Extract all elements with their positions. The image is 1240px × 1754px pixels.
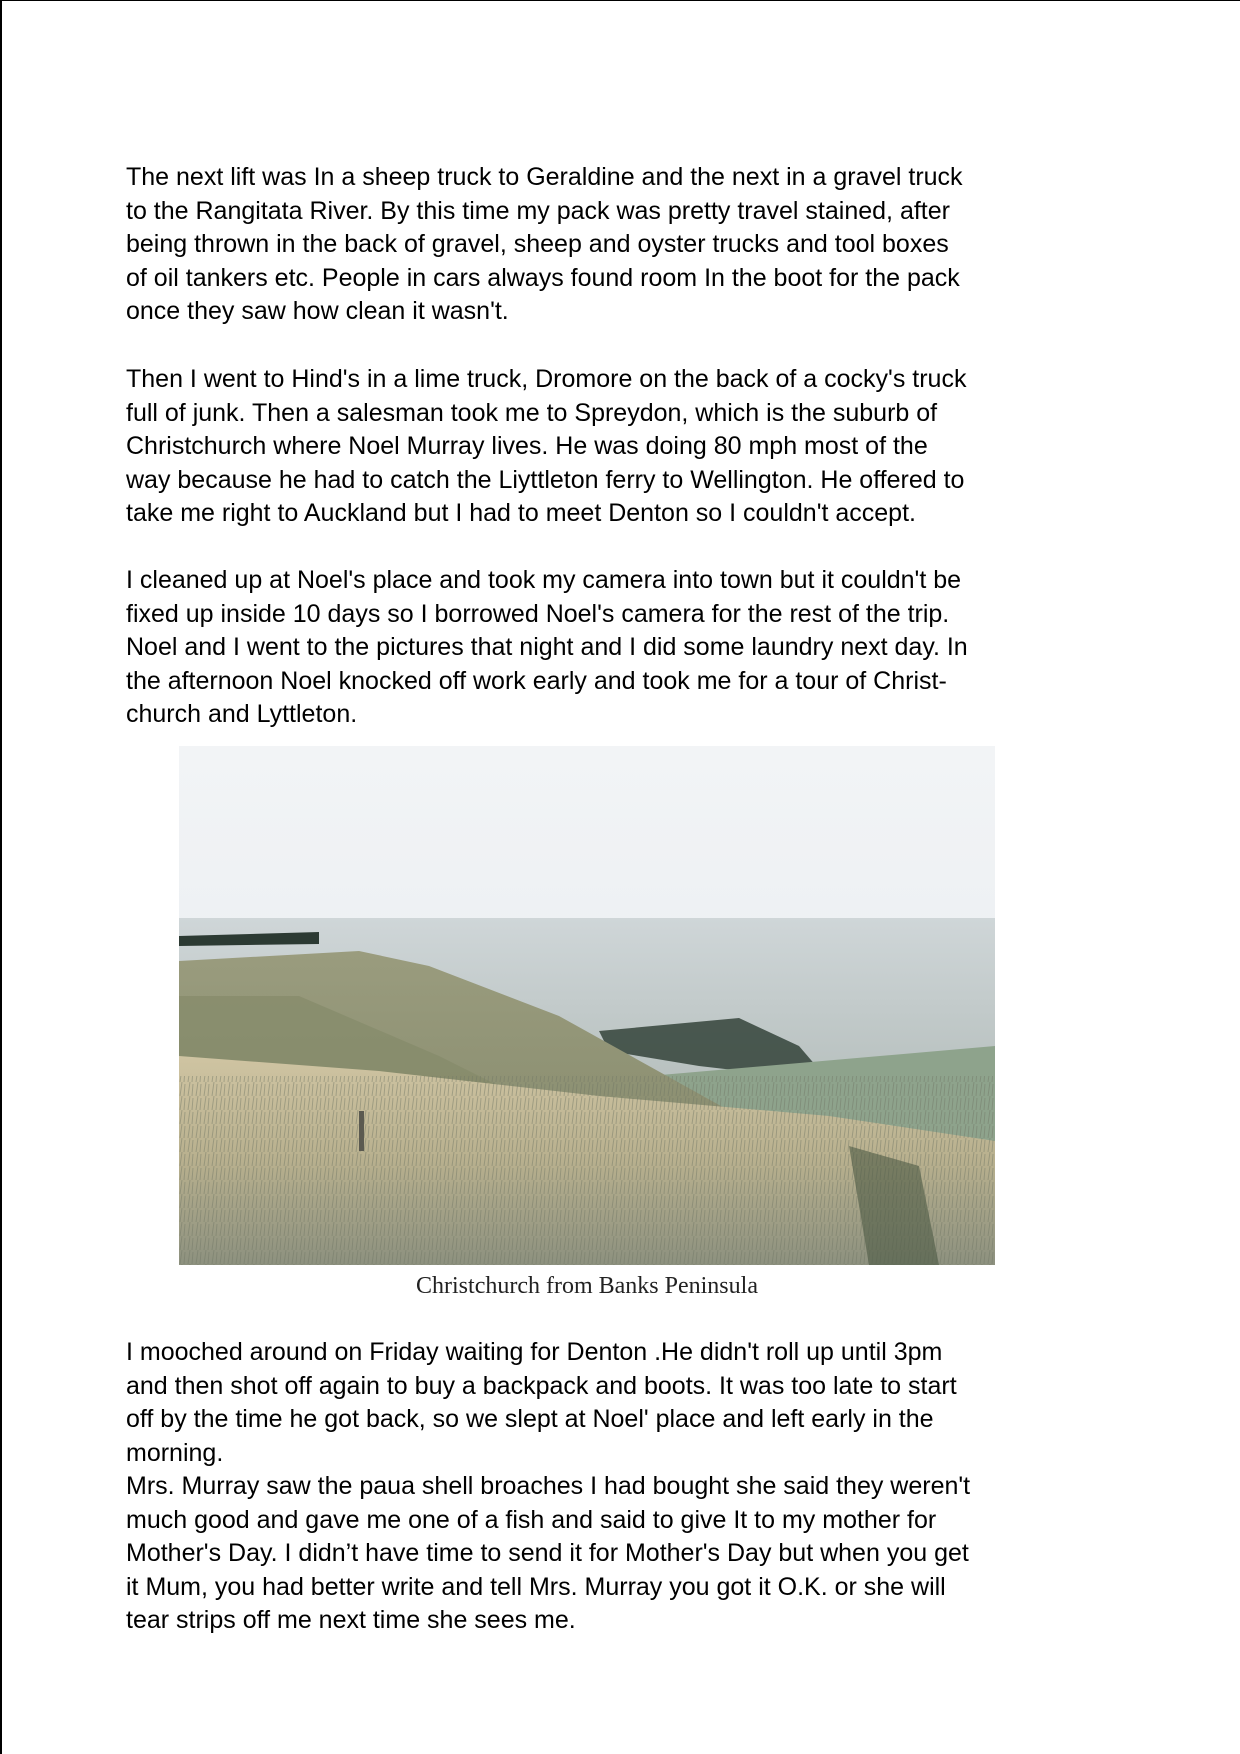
text-line: Noel and I went to the pictures that night and I did some laundry next day. In (126, 633, 968, 661)
text-line: being thrown in the back of gravel, sheep and oyster trucks and tool boxes (126, 230, 949, 258)
paragraph-waiting-for-denton (126, 1336, 1136, 1638)
text-line: morning. (126, 1438, 224, 1467)
text-line: Mrs. Murray saw the paua shell broaches I had bought she said they weren't (126, 1472, 971, 1500)
text-line: Christchurch where Noel Murray lives. He was doing 80 mph most of the (126, 432, 928, 460)
text-line: Then I went to Hind's in a lime truck, Dromore on the back of a cocky's truck (126, 365, 967, 393)
text-line: I mooched around on Friday waiting for Denton .He didn't roll up until 3pm (126, 1338, 943, 1366)
text-line: off by the time he got back, so we slept at Noel' place and left early in the (126, 1405, 934, 1433)
text-line: tear strips off me next time she sees me. (126, 1606, 576, 1634)
text-line: way because he had to catch the Liyttleton ferry to Wellington. He offered to (126, 465, 965, 494)
text-line: to the Rangitata River. By this time my pack was pretty travel stained, after (126, 196, 950, 225)
text-line: much good and gave me one of a fish and said to give It to my mother for (126, 1505, 937, 1534)
paragraph-lift-to-rangitata (126, 161, 1136, 329)
text-line: and then shot off again to buy a backpack and boots. It was too late to start (126, 1371, 957, 1400)
paragraph-noels-place (126, 564, 1136, 732)
text-line: The next lift was In a sheep truck to Geraldine and the next in a gravel truck (126, 163, 963, 191)
text-line: it Mum, you had better write and tell Mrs. Murray you got it O.K. or she will (126, 1572, 946, 1601)
text-line: of oil tankers etc. People in cars always found room In the boot for the pack (126, 263, 960, 292)
photo-christchurch-from-banks-peninsula (179, 746, 995, 1265)
text-line: church and Lyttleton. (126, 700, 358, 728)
text-line: the afternoon Noel knocked off work early and took me for a tour of Christ- (126, 666, 947, 695)
text-line: I cleaned up at Noel's place and took my camera into town but it couldn't be (126, 566, 962, 594)
text-line: full of junk. Then a salesman took me to Spreydon, which is the suburb of (126, 398, 938, 427)
photo-caption: Christchurch from Banks Peninsula (416, 1273, 758, 1299)
paragraph-to-spreydon (126, 363, 1136, 531)
fence-post (359, 1111, 364, 1151)
text-line: once they saw how clean it wasn't. (126, 297, 509, 325)
text-line: Mother's Day. I didn’t have time to send it for Mother's Day but when you get (126, 1539, 969, 1567)
text-line: take me right to Auckland but I had to meet Denton so I couldn't accept. (126, 499, 916, 527)
text-line: fixed up inside 10 days so I borrowed Noel's camera for the rest of the trip. (126, 599, 950, 628)
landscape-photo (179, 746, 995, 1265)
